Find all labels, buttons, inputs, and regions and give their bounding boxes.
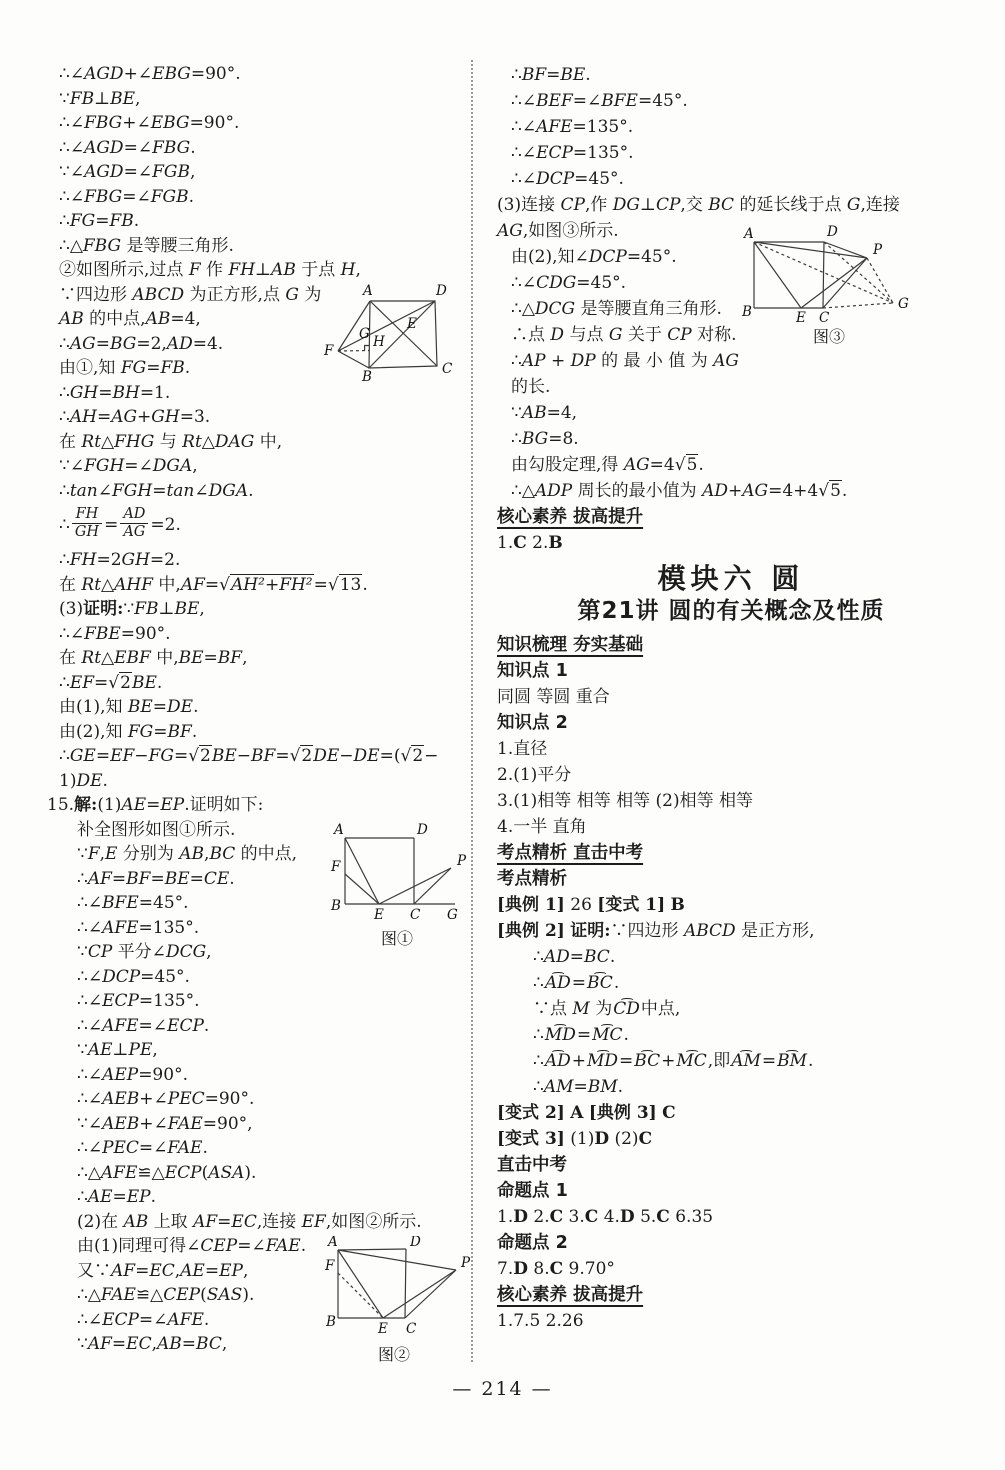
text-line: ∴AD=BC.	[533, 947, 616, 967]
text-line: 的长.	[511, 377, 551, 397]
text-line: ∴⌢ AD=⌢ BC.	[497, 970, 965, 996]
svg-text:F: F	[331, 859, 341, 875]
text-line: 1.直径	[497, 739, 548, 759]
text-line: 由(1)同理可得∠CEP=∠FAE.	[77, 1236, 307, 1256]
figure-caption: 图③	[813, 327, 846, 346]
figure-caption: 图②	[378, 1345, 411, 1364]
text-line: ∴⌢ AD+⌢ MD=⌢ BC+⌢ MC,即⌢ AM=⌢ BM.	[497, 1048, 965, 1074]
svg-text:A: A	[744, 226, 754, 242]
svg-text:B: B	[742, 304, 752, 320]
figure-3	[733, 220, 918, 350]
text-line: (3)证明:∵FB⊥BE,	[59, 599, 205, 619]
svg-text:G: G	[359, 326, 370, 342]
svg-text:B: B	[331, 898, 341, 914]
text-line: 在 Rt△EBF 中,BE=BF,	[59, 648, 248, 668]
svg-text:E: E	[374, 907, 384, 923]
text-line: ∴△AFE≌△ECP(ASA).	[77, 1162, 257, 1183]
svg-text:G: G	[447, 907, 458, 923]
text-line: 模块六 圆	[657, 562, 805, 595]
text-line: ∵∠AGD=∠FGB,	[59, 162, 196, 182]
figure-caption: 图①	[381, 929, 414, 948]
figure-labels	[323, 283, 453, 385]
svg-text:E: E	[407, 316, 417, 332]
text-line: ∴△DCG 是等腰直角三角形.	[511, 299, 722, 319]
text-line: ∴AF=BF=BE=CE.	[77, 868, 235, 889]
svg-text:P: P	[457, 853, 467, 869]
svg-text:B: B	[326, 1314, 336, 1330]
svg-text:C: C	[410, 907, 421, 923]
text-line: ∴△FBG 是等腰三角形.	[59, 235, 234, 256]
text-line: [变式 2] A [典例 3] C	[497, 1103, 676, 1123]
text-line: 知识点 1	[497, 661, 568, 681]
svg-text:C: C	[406, 1321, 417, 1337]
text-line: 7.D 8.C 9.70°	[497, 1259, 615, 1279]
text-line: [典例 1] 26 [变式 1] B	[497, 895, 685, 915]
text-line: ∴∠FBG+∠EBG=90°.	[59, 113, 240, 133]
text-line: ∴∠ECP=∠AFE.	[77, 1309, 210, 1330]
text-line: ∵CP 平分∠DCG,	[77, 942, 212, 962]
text-line: 1)DE.	[59, 770, 108, 791]
text-line: ∴⌢ MD=⌢ MC.	[497, 1022, 965, 1048]
text-line: ∴GE=EF−FG=√2BE−BF=√2DE−DE=(√2−	[59, 746, 439, 766]
text-line: ∴∠CDG=45°.	[511, 273, 627, 293]
svg-text:P: P	[873, 242, 883, 258]
text-line: ∴FG=FB.	[59, 211, 140, 231]
text-line: ∴GH=BH=1.	[59, 382, 171, 403]
text-line: ∴∠ECP=135°.	[511, 143, 634, 163]
text-line: 又∵AF=EC,AE=EP,	[77, 1260, 249, 1281]
text-line: 由勾股定理,得 AG=4√5.	[511, 455, 704, 475]
text-line: ∵∠FGH=∠DGA,	[59, 456, 198, 476]
svg-text:D: D	[410, 1236, 421, 1250]
text-line: ∴AM=BM.	[533, 1077, 624, 1097]
text-line: ∴∠ECP=135°.	[77, 991, 200, 1011]
text-line: 4.一半 直角	[497, 817, 587, 837]
svg-text:P: P	[461, 1255, 470, 1271]
text-line: 由(2),知∠DCP=45°.	[511, 247, 677, 267]
text-line: 命题点 1	[497, 1181, 568, 1201]
text-line: ∵点 M 为⌢ CD中点,	[497, 996, 965, 1022]
text-line: ∴EF=√2BE.	[59, 672, 163, 693]
text-line: ∵四边形 ABCD 为正方形,点 G 为	[59, 284, 322, 305]
figure-1	[318, 818, 470, 953]
text-line: 核心素养 拔高提升	[497, 1285, 644, 1305]
svg-text:E: E	[378, 1321, 388, 1337]
svg-text:H: H	[373, 334, 385, 350]
text-line: 考点精析 直击中考	[497, 843, 644, 863]
text-line: ∴FH=2GH=2.	[59, 550, 181, 570]
text-line: ∴BG=8.	[511, 429, 579, 449]
text-line: 1.C 2.B	[497, 533, 563, 553]
text-line: ∴∠AEB+∠PEC=90°.	[77, 1089, 255, 1109]
text-line: ∵F,E 分别为 AB,BC 的中点,	[77, 844, 298, 864]
figure-edges	[338, 301, 437, 368]
text-line: ∵∠AEB+∠FAE=90°,	[77, 1113, 253, 1134]
text-line: ∴点 D 与点 G 关于 CP 对称.	[511, 325, 737, 345]
figure-2	[318, 1236, 470, 1370]
text-line: 考点精析	[497, 869, 567, 889]
figure-labels	[741, 224, 909, 326]
text-line: 核心素养 拔高提升	[497, 507, 644, 527]
text-line: 在 Rt△FHG 与 Rt△DAG 中,	[59, 431, 283, 452]
text-line: ②如图所示,过点 F 作 FH⊥AB 于点 H,	[59, 260, 361, 280]
text-line: ∴∠BFE=45°.	[77, 893, 189, 913]
text-line: 第21讲 圆的有关概念及性质	[577, 598, 885, 624]
text-line: ∴ $\frac{FH}{GH}$ = $\frac{AD}{AG}$ =2.	[59, 506, 181, 540]
svg-text:C: C	[819, 310, 830, 326]
text-line: ∴△ADP 周长的最小值为 AD+AG=4+4√5.	[511, 481, 848, 501]
svg-text:B: B	[362, 369, 372, 385]
text-line: 同圆 等圆 重合	[497, 687, 610, 707]
svg-text:A: A	[334, 822, 344, 838]
text-line: ∴AH=AG+GH=3.	[59, 407, 211, 427]
text-line: [典例 2] 证明:∵四边形 ABCD 是正方形,	[497, 921, 815, 941]
figure-edges	[345, 838, 455, 904]
text-line: ∴∠FBG=∠FGB.	[59, 186, 195, 207]
text-line: 3.(1)相等 相等 相等 (2)相等 相等	[497, 791, 753, 811]
text-line: 1.7.5 2.26	[497, 1311, 584, 1331]
text-line: 2.(1)平分	[497, 765, 572, 785]
text-line: ∴∠AGD+∠EBG=90°.	[59, 64, 241, 84]
svg-text:G: G	[898, 296, 909, 312]
text-line: 由①,知 FG=FB.	[59, 358, 191, 378]
text-line: 由(1),知 BE=DE.	[59, 697, 199, 717]
svg-text:A: A	[363, 283, 373, 299]
svg-text:C: C	[442, 361, 453, 377]
text-line: 命题点 2	[497, 1233, 568, 1253]
svg-text:D: D	[436, 283, 447, 299]
text-line: AG,如图③所示.	[497, 221, 619, 241]
text-line: ∴AG=BG=2,AD=4.	[59, 333, 224, 354]
text-line: ∴BF=BE.	[511, 65, 591, 85]
text-line: ∴tan∠FGH=tan∠DGA.	[59, 480, 254, 501]
figure-edges	[338, 1249, 456, 1318]
text-line: 由(2),知 FG=BF.	[59, 721, 198, 742]
text-line: 知识点 2	[497, 713, 568, 733]
text-line: ∴∠FBE=90°.	[59, 623, 171, 644]
text-line: ∴∠BEF=∠BFE=45°.	[511, 91, 688, 111]
text-line: ∴∠AEP=90°.	[77, 1064, 188, 1085]
svg-text:D: D	[417, 822, 428, 838]
text-line: 补全图形如图①所示.	[77, 819, 236, 840]
text-line: ∴∠DCP=45°.	[511, 169, 624, 189]
figure-square-fbg	[320, 280, 468, 395]
text-line: 1.D 2.C 3.C 4.D 5.C 6.35	[497, 1207, 714, 1227]
text-line: ∴∠AGD=∠FBG.	[59, 137, 196, 158]
text-line: ∴∠AFE=135°.	[511, 117, 634, 137]
text-line: ∵FB⊥BE,	[59, 88, 141, 109]
text-line: 在 Rt△AHF 中,AF=√AH²+FH²=√13.	[59, 574, 368, 595]
text-line: ∵AF=EC,AB=BC,	[77, 1334, 228, 1354]
text-line: [变式 3] (1)D (2)C	[497, 1129, 653, 1149]
text-line: 直击中考	[497, 1155, 567, 1175]
text-line: ∴AE=EP.	[77, 1187, 157, 1207]
svg-text:D: D	[827, 224, 838, 240]
svg-text:F: F	[325, 1258, 335, 1274]
svg-text:A: A	[328, 1236, 338, 1250]
text-line: ∵AB=4,	[511, 403, 578, 423]
text-line: AB 的中点,AB=4,	[59, 309, 201, 329]
text-line: 15.解:(1)AE=EP.证明如下:	[47, 795, 264, 815]
text-line: ∴△FAE≌△CEP(SAS).	[77, 1285, 255, 1305]
text-line: ∴∠AFE=135°.	[77, 917, 200, 938]
text-line: (2)在 AB 上取 AF=EC,连接 EF,如图②所示.	[77, 1211, 422, 1232]
text-line: ∴∠AFE=∠ECP.	[77, 1015, 210, 1036]
text-line: ∴AP + DP 的 最 小 值 为 AG	[511, 351, 739, 371]
svg-text:F: F	[324, 343, 334, 359]
text-line: ∴∠DCP=45°.	[77, 966, 190, 987]
left-column	[47, 62, 472, 1357]
page-number: — 214 —	[452, 1378, 553, 1400]
text-line: ∴∠PEC=∠FAE.	[77, 1138, 208, 1158]
text-line: ∵AE⊥PE,	[77, 1040, 158, 1060]
text-line: (3)连接 CP,作 DG⊥CP,交 BC 的延长线于点 G,连接	[497, 195, 900, 215]
text-line: 知识梳理 夯实基础	[497, 635, 644, 655]
svg-text:E: E	[796, 310, 806, 326]
